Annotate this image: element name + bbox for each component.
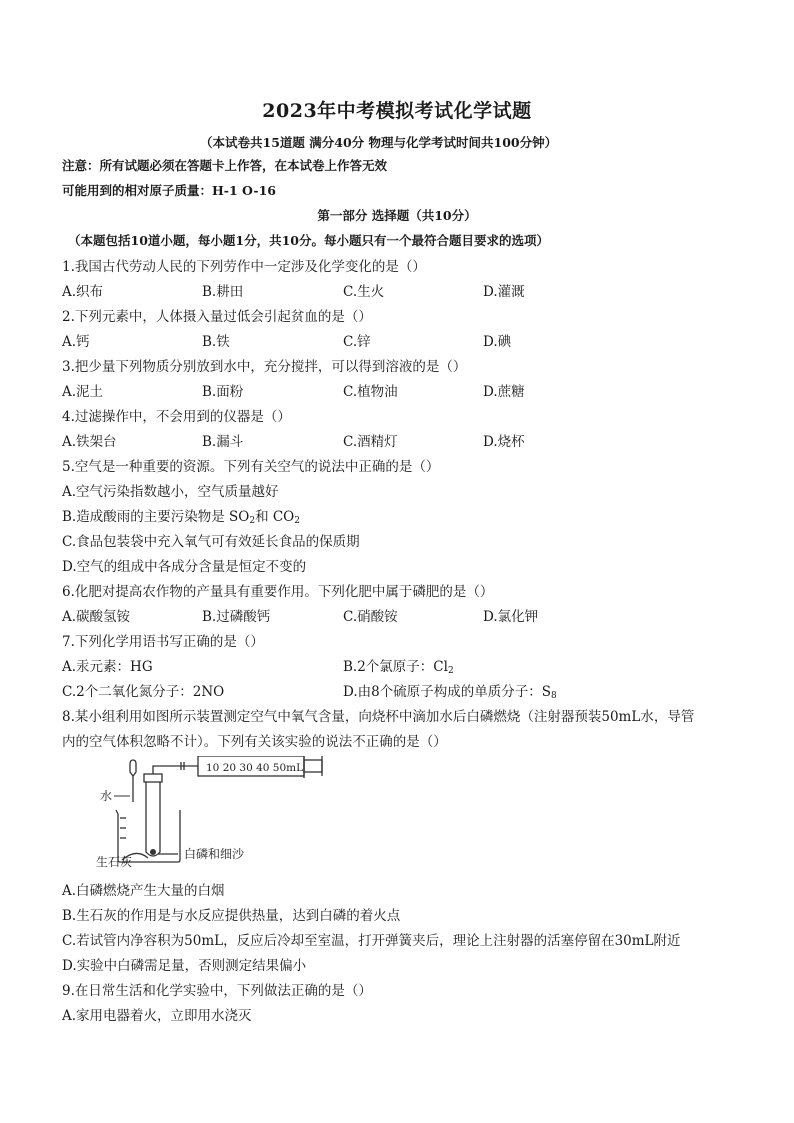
question-3-options bbox=[62, 383, 762, 401]
option-c: C.生火 bbox=[343, 284, 385, 300]
label-phosphorus-sand: 白磷和细沙 bbox=[184, 847, 245, 861]
option-b: B.2个氯原子：$Cl_2$ bbox=[343, 659, 454, 676]
question-5-option-c: C.食品包装袋中充入氧气可有效延长食品的保质期 bbox=[62, 534, 360, 550]
option-c: C.锌 bbox=[343, 334, 371, 350]
experiment-apparatus-figure bbox=[96, 756, 336, 876]
option-d: D.灌溉 bbox=[483, 284, 525, 300]
section-title: 第一部分 选择题（共10分） bbox=[317, 208, 477, 223]
question-9-stem: 9.在日常生活和化学实验中，下列做法正确的是（） bbox=[62, 983, 372, 999]
question-5-option-a: A.空气污染指数越小，空气质量越好 bbox=[62, 484, 279, 500]
section-note: （本题包括10道小题，每小题1分，共10分。每小题只有一个最符合题目要求的选项） bbox=[68, 233, 549, 248]
option-b: B.耕田 bbox=[202, 284, 244, 300]
option-a: A.钙 bbox=[62, 334, 90, 350]
stopper bbox=[144, 774, 162, 782]
dropper-bulb bbox=[130, 760, 136, 776]
label-water: 水 bbox=[100, 789, 113, 803]
option-a: A.织布 bbox=[62, 284, 104, 300]
option-b: B.过磷酸钙 bbox=[202, 609, 271, 625]
question-9-option-a: A.家用电器着火，立即用水浇灭 bbox=[62, 1008, 252, 1024]
exam-title: 2023年中考模拟考试化学试题 bbox=[262, 100, 532, 122]
question-5-option-b: B.造成酸雨的主要污染物是 $SO_2$和 $CO_2$ bbox=[62, 509, 300, 526]
option-c: C.植物油 bbox=[343, 384, 398, 400]
question-3-stem: 3.把少量下列物质分别放到水中，充分搅拌，可以得到溶液的是（） bbox=[62, 359, 467, 375]
option-c: C.硝酸铵 bbox=[343, 609, 398, 625]
question-6-options bbox=[62, 608, 762, 626]
syringe-scale: 10 20 30 40 50mL bbox=[206, 762, 304, 774]
option-b: B.面粉 bbox=[202, 384, 244, 400]
option-d: D.蔗糖 bbox=[483, 384, 525, 400]
exam-subtitle: （本试卷共15道题 满分40分 物理与化学考试时间共100分钟） bbox=[200, 135, 558, 150]
connecting-tube bbox=[153, 766, 198, 774]
question-8-option-b: B.生石灰的作用是与水反应提供热量，达到白磷的着火点 bbox=[62, 908, 401, 924]
label-quicklime: 生石灰 bbox=[96, 855, 133, 869]
question-1-options bbox=[62, 283, 762, 301]
question-4-stem: 4.过滤操作中，不会用到的仪器是（） bbox=[62, 409, 291, 425]
question-8-stem-line1: 8.某小组利用如图所示装置测定空气中氧气含量，向烧杯中滴加水后白磷燃烧（注射器预装50mL水，导管 bbox=[62, 709, 695, 725]
option-a: A.泥土 bbox=[62, 384, 104, 400]
question-5-option-d: D.空气的组成中各成分含量是恒定不变的 bbox=[62, 559, 307, 575]
option-b: B.铁 bbox=[202, 334, 230, 350]
atomic-mass: 可能用到的相对原子质量：H-1 O-16 bbox=[62, 183, 276, 198]
question-5-stem: 5.空气是一种重要的资源。下列有关空气的说法中正确的是（） bbox=[62, 459, 440, 475]
white-phosphorus bbox=[150, 849, 156, 855]
option-a: A.铁架台 bbox=[62, 434, 117, 450]
question-7-stem: 7.下列化学用语书写正确的是（） bbox=[62, 634, 264, 650]
option-d: D.碘 bbox=[483, 334, 512, 350]
syringe-plunger bbox=[304, 760, 322, 772]
question-1-stem: 1.我国古代劳动人民的下列劳作中一定涉及化学变化的是（） bbox=[62, 259, 426, 275]
test-tube bbox=[146, 778, 160, 856]
question-4-options bbox=[62, 433, 762, 451]
option-d: D.由8个硫原子构成的单质分子：$S_8$ bbox=[343, 684, 557, 701]
question-2-options bbox=[62, 333, 762, 351]
option-d: D.氯化钾 bbox=[483, 609, 539, 625]
question-2-stem: 2.下列元素中，人体摄入量过低会引起贫血的是（） bbox=[62, 309, 372, 325]
option-a: A.汞元素：HG bbox=[62, 659, 153, 675]
option-c: C.酒精灯 bbox=[343, 434, 398, 450]
question-8-option-a: A.白磷燃烧产生大量的白烟 bbox=[62, 883, 225, 899]
option-c: C.2个二氧化氮分子：2NO bbox=[62, 684, 225, 700]
apparatus-diagram bbox=[96, 756, 336, 876]
question-8-stem-line2: 内的空气体积忽略不计）。下列有关该实验的说法不正确的是（） bbox=[62, 734, 447, 750]
notice: 注意：所有试题必须在答题卡上作答，在本试卷上作答无效 bbox=[62, 158, 388, 173]
question-6-stem: 6.化肥对提高农作物的产量具有重要作用。下列化肥中属于磷肥的是（） bbox=[62, 584, 494, 600]
question-7-options-row1 bbox=[62, 658, 762, 676]
option-b: B.漏斗 bbox=[202, 434, 244, 450]
question-7-options-row2 bbox=[62, 683, 762, 701]
question-8-option-d: D.实验中白磷需足量，否则测定结果偏小 bbox=[62, 958, 307, 974]
question-8-option-c: C.若试管内净容积为50mL，反应后冷却至室温，打开弹簧夹后，理论上注射器的活塞停留在30mL附近 bbox=[62, 933, 681, 949]
option-a: A.碳酸氢铵 bbox=[62, 609, 131, 625]
option-d: D.烧杯 bbox=[483, 434, 525, 450]
